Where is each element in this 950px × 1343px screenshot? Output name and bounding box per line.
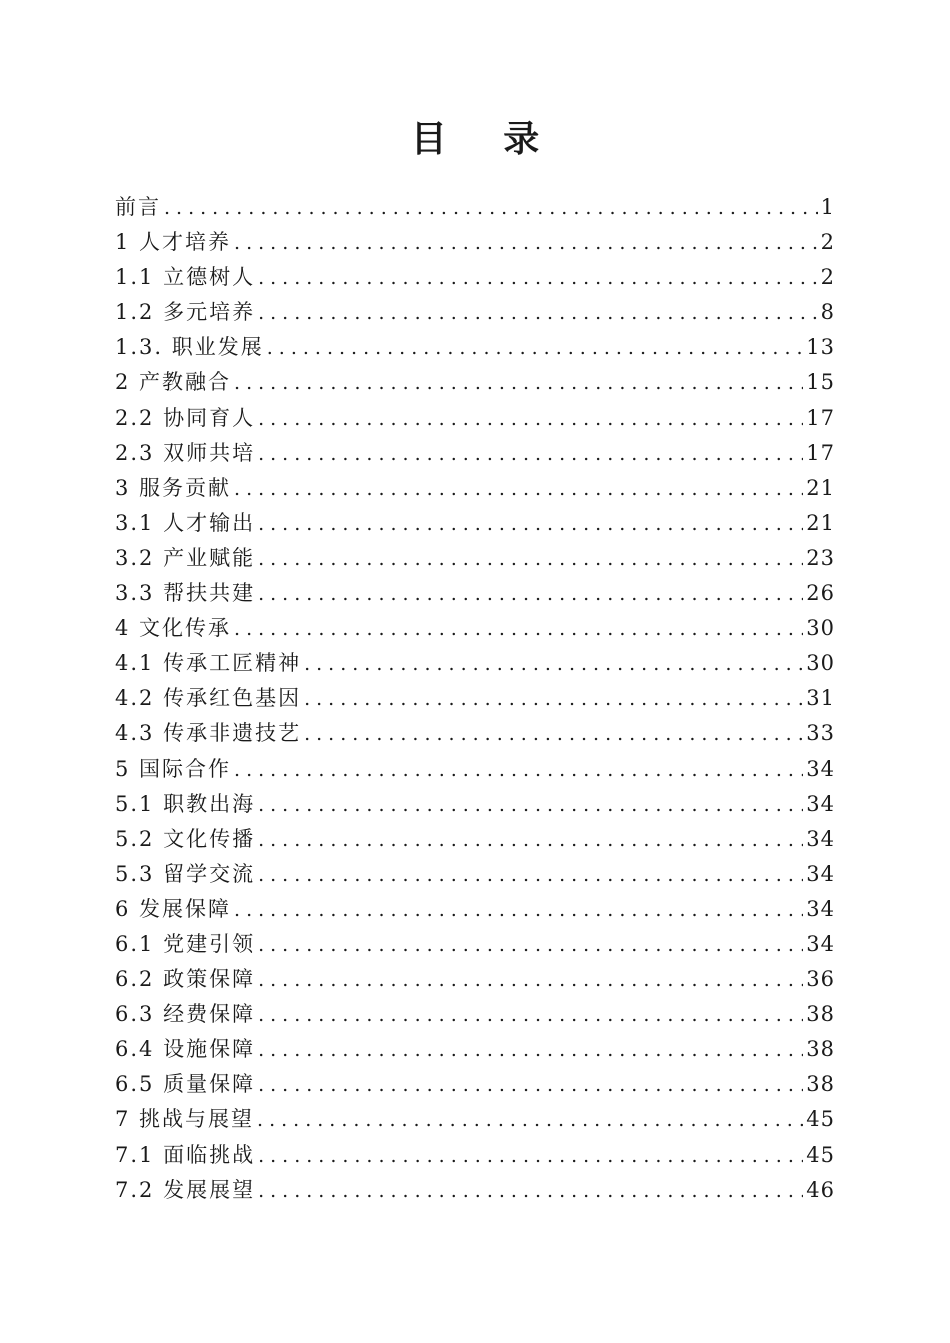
toc-entry-page-number: 45	[806, 1107, 835, 1132]
toc-entry-page-number: 34	[806, 791, 835, 816]
toc-entry[interactable]	[115, 541, 835, 576]
toc-leader-dots	[258, 1139, 803, 1174]
toc-entry-page-number: 21	[806, 475, 835, 500]
toc-leader-dots	[258, 261, 818, 296]
toc-entry[interactable]	[115, 506, 835, 541]
toc-entry-page-number: 17	[806, 405, 835, 430]
toc-leader-dots	[258, 963, 803, 998]
toc-leader-dots	[258, 1068, 803, 1103]
toc-entry[interactable]	[115, 681, 835, 716]
toc-leader-dots	[234, 472, 803, 507]
toc-entry-page-number: 38	[806, 1037, 835, 1062]
toc-entry-label: 5.3 留学交流	[115, 861, 256, 886]
toc-leader-dots	[258, 542, 803, 577]
toc-entry[interactable]	[115, 822, 835, 857]
toc-entry-page-number: 38	[806, 1072, 835, 1097]
toc-entry[interactable]	[115, 611, 835, 646]
toc-entry-page-number: 46	[806, 1177, 835, 1202]
toc-leader-dots	[267, 331, 804, 366]
toc-entry-label: 1.3. 职业发展	[115, 335, 264, 360]
toc-leader-dots	[258, 823, 803, 858]
toc-entry-page-number: 2	[820, 230, 835, 255]
toc-entry-label: 3.3 帮扶共建	[115, 581, 256, 606]
toc-entry-page-number: 38	[806, 1002, 835, 1027]
toc-entry[interactable]	[115, 787, 835, 822]
toc-entry-page-number: 34	[806, 826, 835, 851]
toc-entry-label: 前言	[115, 195, 161, 219]
toc-entry-page-number: 2	[820, 265, 835, 290]
toc-entry[interactable]	[115, 471, 835, 506]
toc-entry-label: 6 发展保障	[115, 896, 232, 921]
toc-entry-label: 6.4 设施保障	[115, 1037, 256, 1062]
toc-entry-page-number: 33	[806, 721, 835, 746]
toc-entry[interactable]	[115, 1173, 835, 1208]
toc-entry[interactable]	[115, 857, 835, 892]
toc-entry-label: 7.2 发展展望	[115, 1177, 256, 1202]
toc-leader-dots	[257, 1103, 803, 1138]
toc-leader-dots	[234, 226, 818, 261]
toc-entry-page-number: 30	[806, 616, 835, 641]
toc-entry-label: 5 国际合作	[115, 756, 232, 781]
toc-entry-label: 3.1 人才输出	[115, 510, 256, 535]
toc-entry[interactable]	[115, 716, 835, 751]
toc-leader-dots	[164, 191, 818, 226]
toc-leader-dots	[234, 893, 803, 928]
page-title: 目 录	[410, 119, 562, 160]
toc-entry[interactable]	[115, 295, 835, 330]
toc-entry[interactable]	[115, 927, 835, 962]
toc-entry-label: 4 文化传承	[115, 616, 232, 641]
toc-leader-dots	[258, 437, 803, 472]
toc-leader-dots	[258, 402, 803, 437]
toc-entry-page-number: 45	[806, 1142, 835, 1167]
toc-entry-page-number: 8	[820, 300, 835, 325]
toc-entry-label: 7.1 面临挑战	[115, 1142, 256, 1167]
toc-entry-label: 4.2 传承红色基因	[115, 686, 302, 711]
toc-entry[interactable]	[115, 225, 835, 260]
toc-leader-dots	[258, 928, 803, 963]
toc-entry-page-number: 13	[806, 335, 835, 360]
toc-entry-page-number: 21	[806, 510, 835, 535]
toc-entry-label: 1.2 多元培养	[115, 300, 256, 325]
toc-entry-page-number: 34	[806, 756, 835, 781]
toc-entry-page-number: 26	[806, 581, 835, 606]
toc-entry-label: 4.3 传承非遗技艺	[115, 721, 302, 746]
toc-entry[interactable]	[115, 1032, 835, 1067]
toc-entry-label: 2 产教融合	[115, 370, 232, 395]
toc-entry[interactable]	[115, 576, 835, 611]
toc-leader-dots	[258, 577, 803, 612]
toc-leader-dots	[258, 788, 803, 823]
toc-entry-page-number: 36	[806, 967, 835, 992]
toc-entry[interactable]	[115, 330, 835, 365]
toc-leader-dots	[258, 998, 803, 1033]
toc-entry-label: 1 人才培养	[115, 230, 232, 255]
toc-entry[interactable]	[115, 365, 835, 400]
toc-entry-page-number: 34	[806, 861, 835, 886]
toc-entry-label: 6.5 质量保障	[115, 1072, 256, 1097]
toc-entry-page-number: 23	[806, 545, 835, 570]
toc-entry[interactable]	[115, 1067, 835, 1102]
toc-entry[interactable]	[115, 646, 835, 681]
toc-entry-label: 5.2 文化传播	[115, 826, 256, 851]
toc-entry-label: 2.3 双师共培	[115, 440, 256, 465]
toc-leader-dots	[258, 507, 803, 542]
toc-entry[interactable]	[115, 962, 835, 997]
toc-entry-label: 2.2 协同育人	[115, 405, 256, 430]
toc-entry[interactable]	[115, 997, 835, 1032]
toc-entry-label: 4.1 传承工匠精神	[115, 651, 302, 676]
toc-entry-page-number: 34	[806, 896, 835, 921]
toc-entry[interactable]	[115, 260, 835, 295]
toc-leader-dots	[258, 296, 818, 331]
toc-entry-page-number: 34	[806, 931, 835, 956]
toc-entry-label: 3.2 产业赋能	[115, 545, 256, 570]
toc-entry[interactable]	[115, 1138, 835, 1173]
toc-entry-page-number: 17	[806, 440, 835, 465]
toc-leader-dots	[234, 753, 803, 788]
toc-entry[interactable]	[115, 190, 835, 225]
toc-entry-page-number: 30	[806, 651, 835, 676]
toc-entry-label: 5.1 职教出海	[115, 791, 256, 816]
toc-entry-page-number: 15	[806, 370, 835, 395]
toc-leader-dots	[258, 858, 803, 893]
toc-entry-label: 1.1 立德树人	[115, 265, 256, 290]
toc-entry-label: 6.2 政策保障	[115, 967, 256, 992]
toc-entry-label: 6.3 经费保障	[115, 1002, 256, 1027]
toc-entry[interactable]	[115, 436, 835, 471]
toc-entry-label: 7 挑战与展望	[115, 1107, 255, 1132]
toc-leader-dots	[304, 682, 803, 717]
toc-entry[interactable]	[115, 1102, 835, 1137]
toc-entry[interactable]	[115, 401, 835, 436]
toc-leader-dots	[258, 1033, 803, 1068]
table-of-contents	[115, 190, 835, 1208]
toc-entry-page-number: 1	[820, 195, 835, 219]
toc-leader-dots	[258, 1174, 803, 1209]
toc-leader-dots	[234, 366, 803, 401]
toc-leader-dots	[234, 612, 803, 647]
toc-entry[interactable]	[115, 752, 835, 787]
toc-leader-dots	[304, 717, 803, 752]
toc-leader-dots	[304, 647, 803, 682]
toc-entry[interactable]	[115, 892, 835, 927]
toc-entry-page-number: 31	[806, 686, 835, 711]
toc-entry-label: 3 服务贡献	[115, 475, 232, 500]
toc-entry-label: 6.1 党建引领	[115, 931, 256, 956]
